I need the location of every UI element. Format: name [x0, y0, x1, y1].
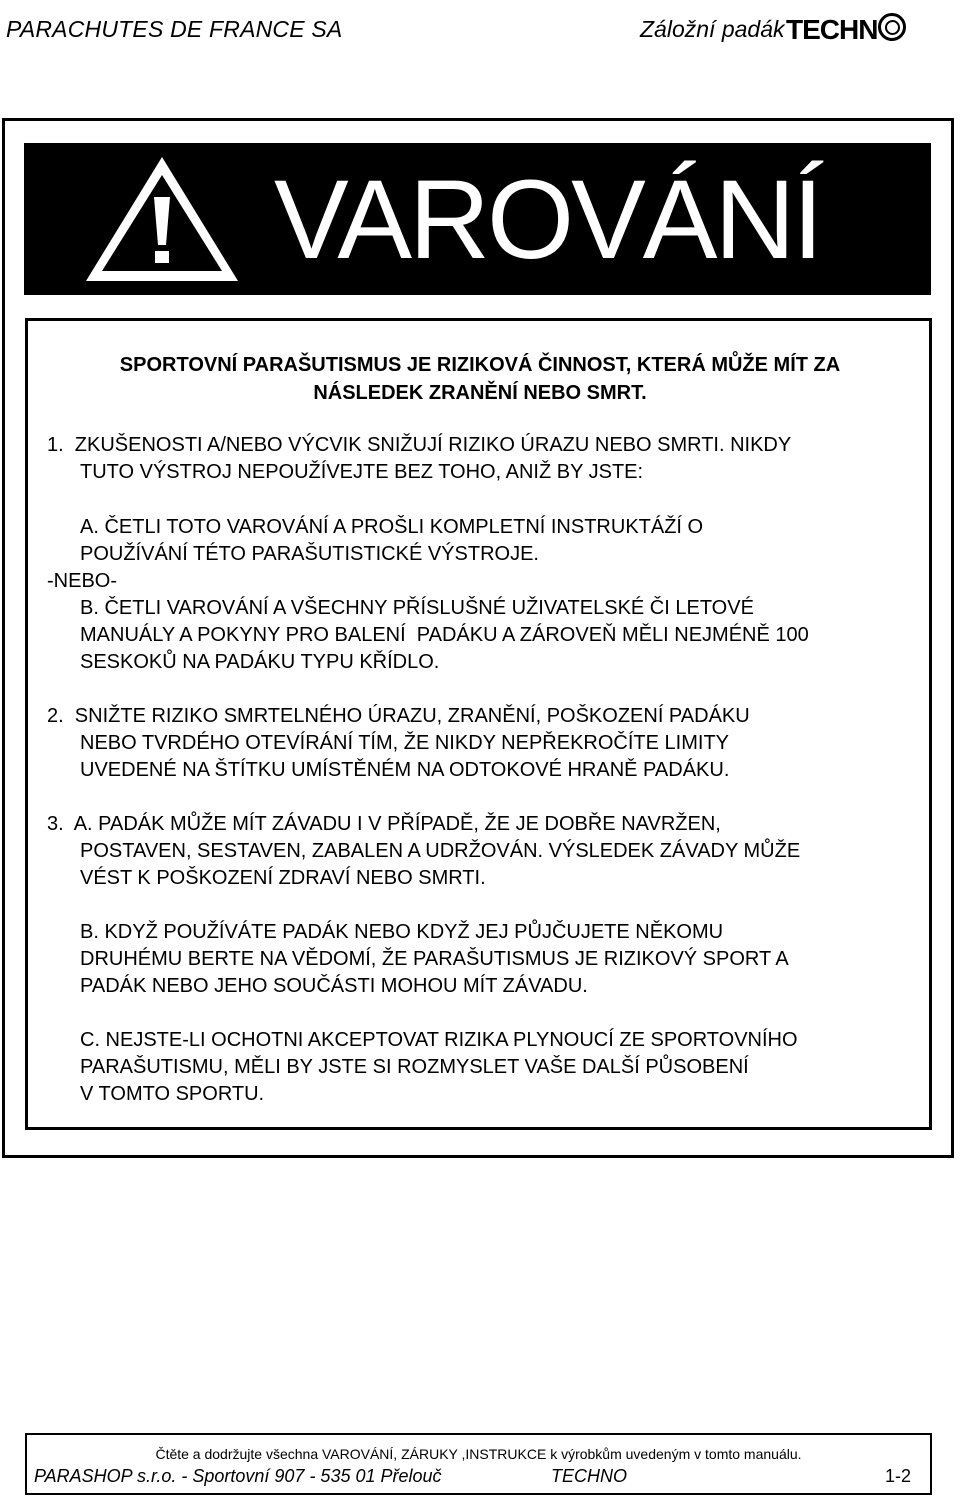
- item-2-line-2: NEBO TVRDÉHO OTEVÍRÁNÍ TÍM, ŽE NIKDY NEPŘEKROČÍTE LIMITY: [80, 732, 729, 754]
- footer-note: Čtěte a dodržujte všechna VAROVÁNÍ, ZÁRUKY ,INSTRUKCE k výrobkům uvedeným v tomto manuálu.: [155, 1446, 802, 1462]
- item-1-line-2: TUTO VÝSTROJ NEPOUŽÍVEJTE BEZ TOHO, ANIŽ BY JSTE:: [80, 461, 644, 483]
- warning-triangle-icon: [82, 153, 242, 285]
- item-2-line-3: UVEDENÉ NA ŠTÍTKU UMÍSTĚNÉM NA ODTOKOVÉ HRANĚ PADÁKU.: [80, 759, 730, 781]
- item-3a-line-1: 3. A. PADÁK MŮŽE MÍT ZÁVADU I V PŘÍPADĚ, ŽE JE DOBŘE NAVRŽEN,: [47, 813, 721, 835]
- item-1a-line-2: POUŽÍVÁNÍ TÉTO PARAŠUTISTICKÉ VÝSTROJE.: [80, 543, 539, 565]
- page-number: 1-2: [885, 1466, 912, 1486]
- header-product-label: Záložní padák: [640, 16, 785, 42]
- techno-logo: [786, 13, 906, 46]
- warning-intro: [30, 351, 930, 407]
- item-3b-line-3: PADÁK NEBO JEHO SOUČÁSTI MOHOU MÍT ZÁVADU.: [80, 975, 588, 997]
- header-company: PARACHUTES DE FRANCE SA: [6, 16, 343, 42]
- intro-line: NÁSLEDEK ZRANĚNÍ NEBO SMRT.: [313, 382, 647, 404]
- item-1-line-1: 1. ZKUŠENOSTI A/NEBO VÝCVIK SNIŽUJÍ RIZIKO ÚRAZU NEBO SMRTI. NIKDY: [47, 434, 792, 456]
- footer-product: TECHNO: [551, 1466, 627, 1486]
- item-3b-line-1: B. KDYŽ POUŽÍVÁTE PADÁK NEBO KDYŽ JEJ PŮJČUJETE NĚKOMU: [80, 921, 724, 943]
- item-3c-line-3: V TOMTO SPORTU.: [80, 1083, 265, 1105]
- item-1a-line-1: A. ČETLI TOTO VAROVÁNÍ A PROŠLI KOMPLETNÍ INSTRUKTÁŽÍ O: [80, 516, 704, 538]
- item-2-line-1: 2. SNIŽTE RIZIKO SMRTELNÉHO ÚRAZU, ZRANĚNÍ, POŠKOZENÍ PADÁKU: [47, 705, 750, 727]
- item-1b-line-3: SESKOKŮ NA PADÁKU TYPU KŘÍDLO.: [80, 651, 440, 673]
- item-3c-line-1: C. NEJSTE-LI OCHOTNI AKCEPTOVAT RIZIKA PLYNOUCÍ ZE SPORTOVNÍHO: [80, 1029, 798, 1051]
- warning-banner: [24, 143, 931, 295]
- intro-line: SPORTOVNÍ PARAŠUTISMUS JE RIZIKOVÁ ČINNOST, KTERÁ MŮŽE MÍT ZA: [119, 354, 841, 376]
- logo-text: TECHN: [786, 14, 878, 45]
- item-1b-line-1: B. ČETLI VAROVÁNÍ A VŠECHNY PŘÍSLUŠNÉ UŽIVATELSKÉ ČI LETOVÉ: [80, 597, 754, 619]
- item-1a-or-separator: -NEBO-: [47, 570, 117, 592]
- item-3a-line-3: VÉST K POŠKOZENÍ ZDRAVÍ NEBO SMRTI.: [80, 867, 486, 889]
- banner-title: VAROVÁNÍ: [274, 157, 821, 282]
- item-3a-line-2: POSTAVEN, SESTAVEN, ZABALEN A UDRŽOVÁN. VÝSLEDEK ZÁVADY MŮŽE: [80, 840, 801, 862]
- item-3b-line-2: DRUHÉMU BERTE NA VĚDOMÍ, ŽE PARAŠUTISMUS JE RIZIKOVÝ SPORT A: [80, 948, 789, 970]
- footer-publisher: PARASHOP s.r.o. - Sportovní 907 - 535 01 Přelouč: [34, 1466, 442, 1486]
- item-3c-line-2: PARAŠUTISMU, MĚLI BY JSTE SI ROZMYSLET VAŠE DALŠÍ PŮSOBENÍ: [80, 1056, 749, 1078]
- item-1b-line-2: MANUÁLY A POKYNY PRO BALENÍ PADÁKU A ZÁROVEŇ MĚLI NEJMÉNĚ 100: [80, 624, 809, 646]
- logo-o-icon: [878, 13, 906, 41]
